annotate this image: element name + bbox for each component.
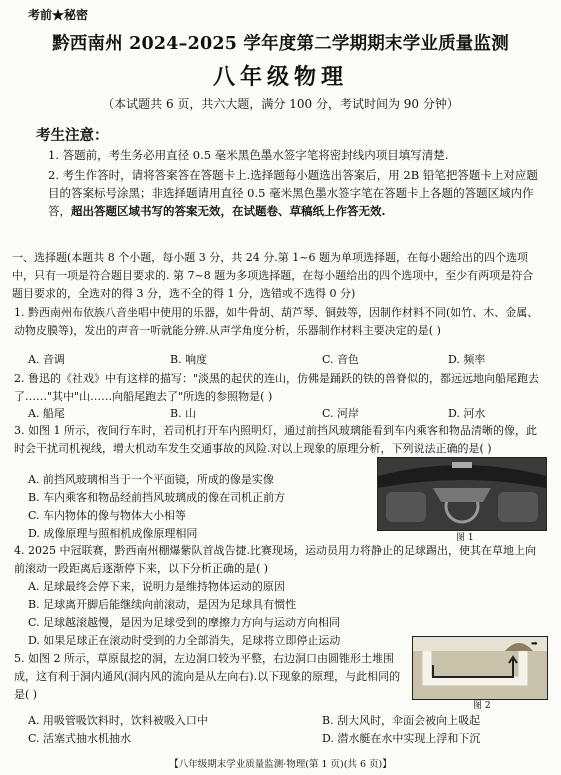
q4-option-d: D. 如果足球正在滚动时受到的力全部消失，足球将立即停止运动 (28, 634, 341, 647)
section-1-instructions: 一、选择题(本题共 8 个小题，每小题 3 分，共 24 分.第 1~6 题为单项选择题，在每小题给出的四个选项中，只有一项是符合题目要求的. 第 7~8 题为多项选择题，在每小题给出的四个选项中，至少有两项是符合题目要求的，全选对的得 3 分，选不全的得 1 分，选错或不选得 0 分) (12, 251, 534, 300)
subject-title: 八年级物理 (212, 64, 348, 90)
notice-heading: 考生注意： (36, 127, 109, 144)
car-interior-icon (378, 458, 546, 530)
figure-2-caption: 图 2 (473, 701, 491, 711)
q3-option-b: B. 车内乘客和物品经前挡风玻璃成的像在司机正前方 (28, 491, 286, 504)
confidential-label: 考前★秘密 (28, 8, 89, 22)
q1-option-d: D. 频率 (448, 353, 486, 366)
q1-option-c: C. 音色 (322, 353, 360, 366)
q3-option-c: C. 车内物体的像与物体大小相等 (28, 509, 187, 522)
question-2-stem: 2. 鲁迅的《社戏》中有这样的描写："淡黑的起伏的连山，仿佛是踊跃的铁的兽脊似的，都远远地向船尾跑去了……"其中"山……向船尾跑去了"所选的参照物是( ) (14, 372, 540, 403)
question-3-stem: 3. 如图 1 所示，夜间行车时，若司机打开车内照明灯，通过前挡风玻璃能看到车内乘客和物品清晰的像，此时会干扰司机视线，增大机动车发生交通事故的风险.对以上现象的原理分析，下列说法正确的是( ) (14, 424, 537, 455)
q3-option-a: A. 前挡风玻璃相当于一个平面镜，所成的像是实像 (28, 473, 274, 486)
figure-1-car-interior-image (377, 457, 547, 531)
q4-option-b: B. 足球离开脚后能继续向前滚动，是因为足球具有惯性 (28, 598, 297, 611)
exam-title: 黔西南州 2024–2025 学年度第二学期期末学业质量监测 (52, 34, 509, 54)
q5-option-d: D. 潜水艇在水中实现上浮和下沉 (322, 732, 481, 745)
notice-item-2 (48, 166, 538, 220)
q1-option-b: B. 响度 (170, 353, 208, 366)
question-1-stem: 1. 黔西南州布依族八音坐唱中使用的乐器，如牛骨胡、葫芦琴、铜鼓等，因制作材料不同(如竹、木、金属、动物皮膜等)，发出的声音一听就能分辨.从声学角度分析，乐器制作材料主要决定的是( ) (14, 306, 539, 337)
page-footer: 【八年级期末学业质量监测·物理(第 1 页)(共 6 页)】 (169, 759, 392, 770)
q1-option-a: A. 音调 (28, 353, 65, 366)
q3-option-d: D. 成像原理与照相机成像原理相同 (28, 527, 198, 540)
q2-option-a: A. 船尾 (28, 407, 65, 420)
svg-text:➡: ➡ (531, 639, 538, 648)
figure-2-burrow-diagram (412, 636, 548, 700)
exam-info: （本试题共 6 页，共六大题，满分 100 分，考试时间为 90 分钟） (102, 97, 459, 111)
burrow-diagram-icon (413, 637, 547, 699)
q4-option-c: C. 足球越滚越慢，是因为足球受到的摩擦力方向与运动方向相同 (28, 616, 341, 629)
notice-item-2-text: 2. 考生作答时，请将答案答在答题卡上.选择题每小题选出答案后，用 2B 铅笔把答题卡上对应题目的答案标号涂黑；非选择题请用直径 0.5 毫米黑色墨水签字笔在答题卡上各题的答题区域内作答， (48, 168, 538, 218)
q2-option-b: B. 山 (170, 407, 197, 420)
figure-1-caption: 图 1 (456, 533, 474, 543)
q4-option-a: A. 足球最终会停下来，说明力是维持物体运动的原因 (28, 580, 285, 593)
q2-option-c: C. 河岸 (322, 407, 360, 420)
notice-item-1: 1. 答题前，考生务必用直径 0.5 毫米黑色墨水签字笔将密封线内项目填写清楚. (48, 148, 449, 162)
q5-option-b: B. 刮大风时，伞面会被向上吸起 (322, 714, 481, 727)
q2-option-d: D. 河水 (448, 407, 486, 420)
q5-option-c: C. 活塞式抽水机抽水 (28, 732, 132, 745)
question-4-stem: 4. 2025 中冠联赛，黔西南州棚爆紫队首战告捷.比赛现场，运动员用力将静止的足球踢出，使其在草地上向前滚动一段距离后逐渐停下来，以下分析正确的是( ) (14, 544, 536, 575)
question-5-stem: 5. 如图 2 所示，草原鼠挖的洞，左边洞口较为平整，右边洞口由圆锥形土堆围成，这有利于洞内通风(洞内风的流向是从左向右).以下现象的原理，与此相同的是( ) (14, 652, 401, 701)
notice-item-2-emphasis: 超出答题区域书写的答案无效，在试题卷、草稿纸上作答无效. (71, 204, 386, 218)
q5-option-a: A. 用吸管吸饮料时，饮料被吸入口中 (28, 714, 208, 727)
